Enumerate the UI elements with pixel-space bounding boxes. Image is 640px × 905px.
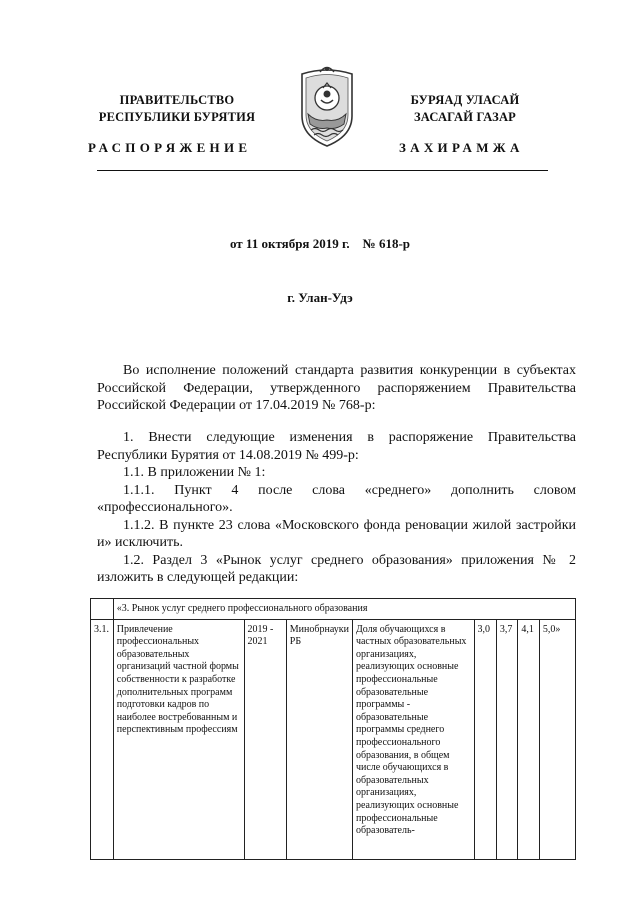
preamble-block — [97, 362, 576, 415]
table-cell-empty — [91, 599, 114, 620]
table-section-row — [91, 599, 576, 620]
government-name-buryat — [384, 92, 546, 126]
paragraph-1-1-1: 1.1.1. Пункт 4 после слова «среднего» дополнить словом «профессионального». — [97, 482, 576, 515]
government-name-buryat-line2: ЗАСАГАЙ ГАЗАР — [413, 110, 517, 124]
table-cell-num: 3.1. — [91, 619, 114, 859]
table-section-header: «3. Рынок услуг среднего профессионального образования — [113, 599, 575, 620]
header-divider — [97, 170, 548, 171]
table-cell-responsible: Минобрнауки РБ — [286, 619, 352, 859]
paragraph-1-2: 1.2. Раздел 3 «Рынок услуг среднего образования» приложения № 2 изложить в следующей редакции: — [97, 552, 576, 585]
table-cell-indicator: Доля обучающихся в частных образовательных организациях, реализующих основные профессиональные образовательные программы - образовательные программы среднего профессионального образования, в общем числе обучающихся в образовательных организациях, реализующих основные профессиональные образователь- — [352, 619, 474, 859]
preamble-paragraph: Во исполнение положений стандарта развития конкуренции в субъектах Российской Федерации, утвержденного распоряжением Правительства Российской Федерации от 17.04.2019 № 768-р: — [97, 363, 576, 413]
coat-of-arms-buryatia-icon — [296, 64, 358, 150]
table-cell-action: Привлечение профессиональных образовательных организаций частной формы собственности к разработке дополнительных программ подготовки кадров по наиболее востребованным и перспективным профессиям — [113, 619, 244, 859]
document-number: № 618-р — [362, 236, 411, 251]
paragraph-1: 1. Внести следующие изменения в распоряжение Правительства Республики Бурятия от 14.08.2019 № 499-р: — [97, 430, 576, 463]
table-cell-value-1: 3,0 — [474, 619, 496, 859]
paragraph-1-1: 1.1. В приложении № 1: — [123, 465, 266, 480]
document-city: г. Улан-Удэ — [287, 290, 353, 305]
table-cell-period: 2019 - 2021 — [244, 619, 286, 859]
competition-measures-table — [90, 598, 576, 860]
document-type-russian: РАСПОРЯЖЕНИЕ — [88, 140, 252, 155]
table-cell-value-4: 5,0» — [539, 619, 575, 859]
document-type-buryat: ЗАХИРАМЖА — [399, 140, 524, 155]
paragraph-1-1-2: 1.1.2. В пункте 23 слова «Московского фонда реновации жилой застройки и» исключить. — [97, 517, 576, 550]
decision-block — [97, 429, 576, 587]
government-name-line2: РЕСПУБЛИКИ БУРЯТИЯ — [98, 110, 256, 124]
document-date: от 11 октября 2019 г. — [229, 236, 350, 251]
table-row — [91, 619, 576, 859]
government-name-buryat-line1: БУРЯАД УЛАСАЙ — [410, 93, 520, 107]
table-cell-value-3: 4,1 — [518, 619, 540, 859]
government-name-line1: ПРАВИТЕЛЬСТВО — [119, 93, 235, 107]
government-name-russian — [84, 92, 270, 126]
table-cell-value-2: 3,7 — [496, 619, 518, 859]
document-date-line — [0, 236, 640, 252]
